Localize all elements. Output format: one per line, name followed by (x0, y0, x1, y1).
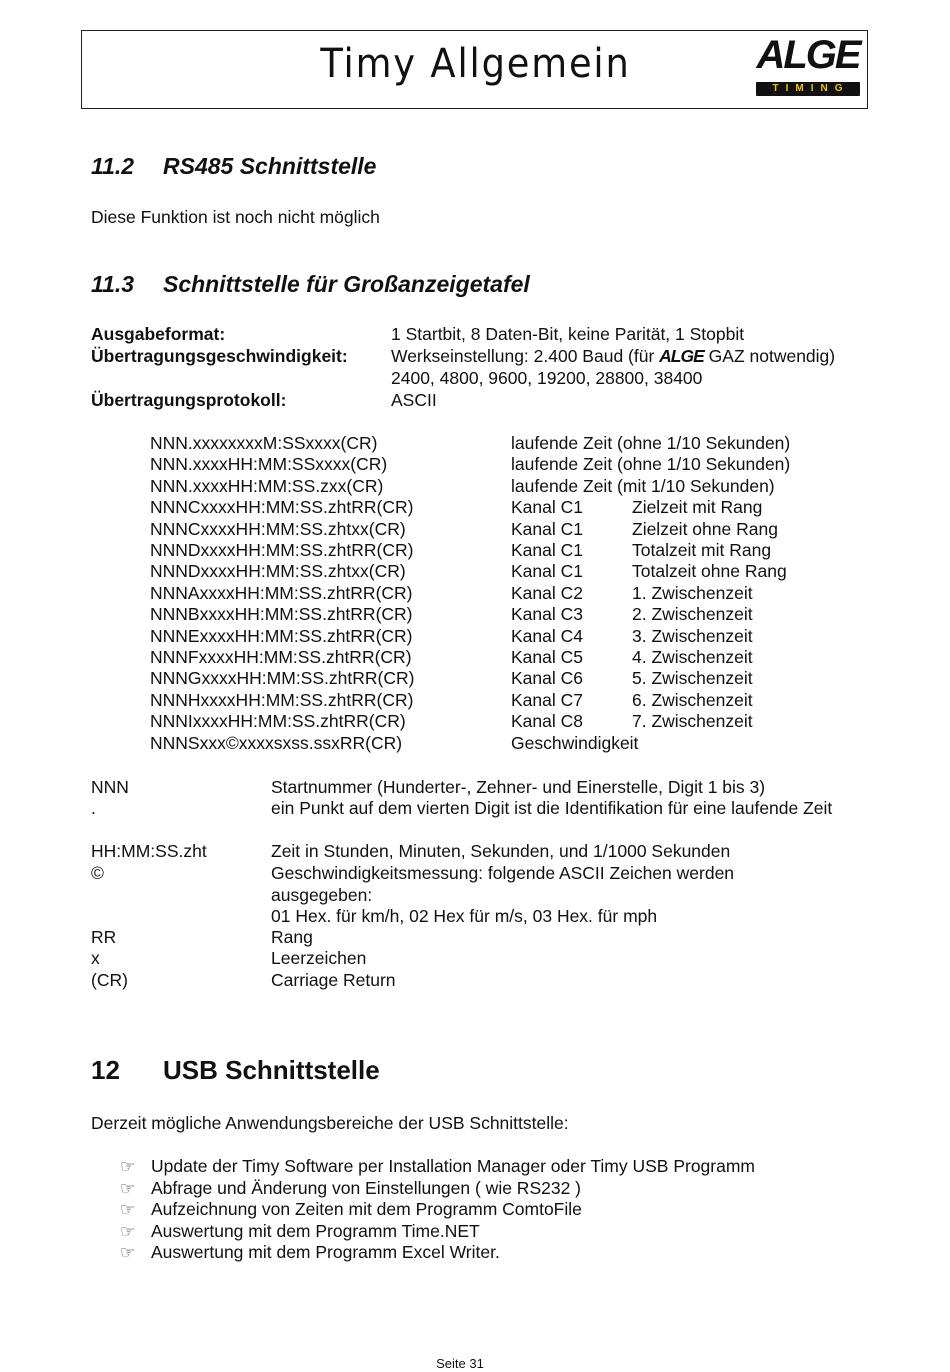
protocol-channel: Kanal C1 (511, 540, 583, 560)
page-title: Timy Allgemein (320, 41, 631, 87)
legend-term: HH:MM:SS.zht (91, 841, 207, 861)
spec-value-post: GAZ notwendig) (703, 346, 836, 366)
spec-label: Übertragungsprotokoll: (91, 390, 287, 410)
protocol-format: NNNFxxxxHH:MM:SS.zhtRR(CR) (150, 647, 412, 667)
protocol-format: NNNDxxxxHH:MM:SS.zhtRR(CR) (150, 540, 414, 560)
list-item-text: Abfrage und Änderung von Einstellungen ( wie RS232 ) (151, 1177, 581, 1198)
protocol-channel: Kanal C6 (511, 668, 583, 689)
protocol-meaning: Totalzeit ohne Rang (632, 561, 787, 582)
protocol-channel: Kanal C7 (511, 689, 583, 710)
protocol-channel: Kanal C1 (511, 561, 583, 582)
logo-subtitle: TIMING (772, 83, 850, 94)
protocol-meaning: Zielzeit mit Rang (632, 497, 763, 518)
protocol-format: NNNCxxxxHH:MM:SS.zhtRR(CR) (150, 497, 414, 518)
protocol-format: NNNExxxxHH:MM:SS.zhtRR(CR) (150, 625, 413, 646)
legend-term: (CR) (91, 970, 128, 990)
protocol-format: NNNAxxxxHH:MM:SS.zhtRR(CR) (150, 582, 413, 603)
protocol-channel: Kanal C4 (511, 625, 583, 646)
protocol-format: NNNGxxxxHH:MM:SS.zhtRR(CR) (150, 668, 415, 689)
legend-term: © (91, 863, 104, 883)
logo-timing-bar (756, 82, 860, 96)
heading-text: USB Schnittstelle (163, 1055, 380, 1085)
protocol-format: NNNDxxxxHH:MM:SS.zhtxx(CR) (150, 561, 406, 582)
spec-label: Übertragungsgeschwindigkeit: (91, 346, 348, 366)
protocol-format: NNNHxxxxHH:MM:SS.zhtRR(CR) (150, 689, 414, 710)
protocol-format: NNNSxxx©xxxxsxss.ssxRR(CR) (150, 732, 403, 753)
protocol-channel: Kanal C1 (511, 518, 583, 539)
list-item-text: Auswertung mit dem Programm Excel Writer. (151, 1242, 500, 1262)
spec-value-pre: Werkseinstellung: 2.400 Baud (für (391, 346, 660, 366)
usb-intro: Derzeit mögliche Anwendungsbereiche der USB Schnittstelle: (91, 1113, 569, 1133)
heading-number: 11.3 (91, 271, 135, 297)
heading-text: Schnittstelle für Großanzeigetafel (163, 271, 530, 297)
protocol-meaning: 2. Zwischenzeit (632, 604, 753, 625)
pointing-hand-icon: ☞ (120, 1200, 136, 1220)
protocol-meaning: 5. Zwischenzeit (632, 668, 753, 689)
protocol-channel: Kanal C1 (511, 497, 583, 518)
protocol-meaning: 1. Zwischenzeit (632, 582, 753, 603)
legend-desc: Startnummer (Hunderter-, Zehner- und Einerstelle, Digit 1 bis 3) (271, 777, 766, 797)
protocol-channel: laufende Zeit (mit 1/10 Sekunden) (511, 475, 775, 496)
protocol-channel: Geschwindigkeit (511, 732, 639, 753)
protocol-channel: laufende Zeit (ohne 1/10 Sekunden) (511, 433, 791, 453)
protocol-channel: Kanal C5 (511, 647, 583, 667)
legend-desc: ein Punkt auf dem vierten Digit ist die Identifikation für eine laufende Zeit (271, 798, 833, 818)
protocol-format: NNNBxxxxHH:MM:SS.zhtRR(CR) (150, 604, 413, 625)
pointing-hand-icon: ☞ (120, 1157, 136, 1177)
pointing-hand-icon: ☞ (120, 1243, 136, 1263)
logo-wordmark: ALGE (756, 33, 860, 77)
protocol-format: NNN.xxxxxxxxM:SSxxxx(CR) (150, 433, 378, 453)
protocol-meaning: 4. Zwischenzeit (632, 647, 753, 667)
legend-term: RR (91, 927, 117, 947)
protocol-meaning: Totalzeit mit Rang (632, 540, 772, 560)
protocol-channel: laufende Zeit (ohne 1/10 Sekunden) (511, 454, 791, 475)
spec-label: Ausgabeformat: (91, 324, 226, 344)
heading-text: RS485 Schnittstelle (163, 153, 377, 179)
legend-desc: Carriage Return (271, 970, 396, 990)
legend-desc: Zeit in Stunden, Minuten, Sekunden, und 1/1000 Sekunden (271, 841, 731, 861)
rs485-note: Diese Funktion ist noch nicht möglich (91, 207, 380, 227)
spec-value: ASCII (391, 390, 437, 410)
protocol-format: NNN.xxxxHH:MM:SS.zxx(CR) (150, 475, 384, 496)
pointing-hand-icon: ☞ (120, 1221, 136, 1242)
spec-value: 1 Startbit, 8 Daten-Bit, keine Parität, 1 Stopbit (391, 324, 745, 344)
protocol-format: NNNCxxxxHH:MM:SS.zhtxx(CR) (150, 518, 406, 539)
alge-inline-logo: ALGE (659, 346, 704, 366)
spec-value (391, 346, 835, 367)
heading-number: 11.2 (91, 153, 135, 179)
page-header (81, 30, 868, 109)
protocol-meaning: 6. Zwischenzeit (632, 689, 753, 710)
legend-desc: Geschwindigkeitsmessung: folgende ASCII Zeichen werden ausgegeben: (271, 863, 735, 905)
legend-desc: Leerzeichen (271, 948, 367, 968)
legend-term: NNN (91, 777, 129, 797)
protocol-format: NNNIxxxxHH:MM:SS.zhtRR(CR) (150, 711, 406, 732)
pointing-hand-icon: ☞ (120, 1178, 136, 1199)
protocol-channel: Kanal C3 (511, 604, 583, 625)
legend-term: . (91, 798, 96, 818)
legend-term: x (91, 948, 100, 968)
spec-value: 2400, 4800, 9600, 19200, 28800, 38400 (391, 368, 703, 388)
legend-desc: Rang (271, 927, 313, 947)
protocol-meaning: Zielzeit ohne Rang (632, 518, 778, 539)
list-item-text: Auswertung mit dem Programm Time.NET (151, 1220, 480, 1241)
legend-desc: 01 Hex. für km/h, 02 Hex für m/s, 03 Hex. für mph (271, 906, 658, 926)
heading-number: 12 (91, 1055, 120, 1085)
list-item-text: Update der Timy Software per Installation Manager oder Timy USB Programm (151, 1156, 755, 1176)
protocol-channel: Kanal C8 (511, 711, 583, 732)
alge-logo (754, 33, 862, 97)
protocol-channel: Kanal C2 (511, 582, 583, 603)
protocol-meaning: 7. Zwischenzeit (632, 711, 753, 732)
protocol-format: NNN.xxxxHH:MM:SSxxxx(CR) (150, 454, 388, 475)
list-item-text: Aufzeichnung von Zeiten mit dem Programm ComtoFile (151, 1199, 582, 1219)
page-number: Seite 31 (436, 1356, 484, 1371)
protocol-meaning: 3. Zwischenzeit (632, 625, 753, 646)
